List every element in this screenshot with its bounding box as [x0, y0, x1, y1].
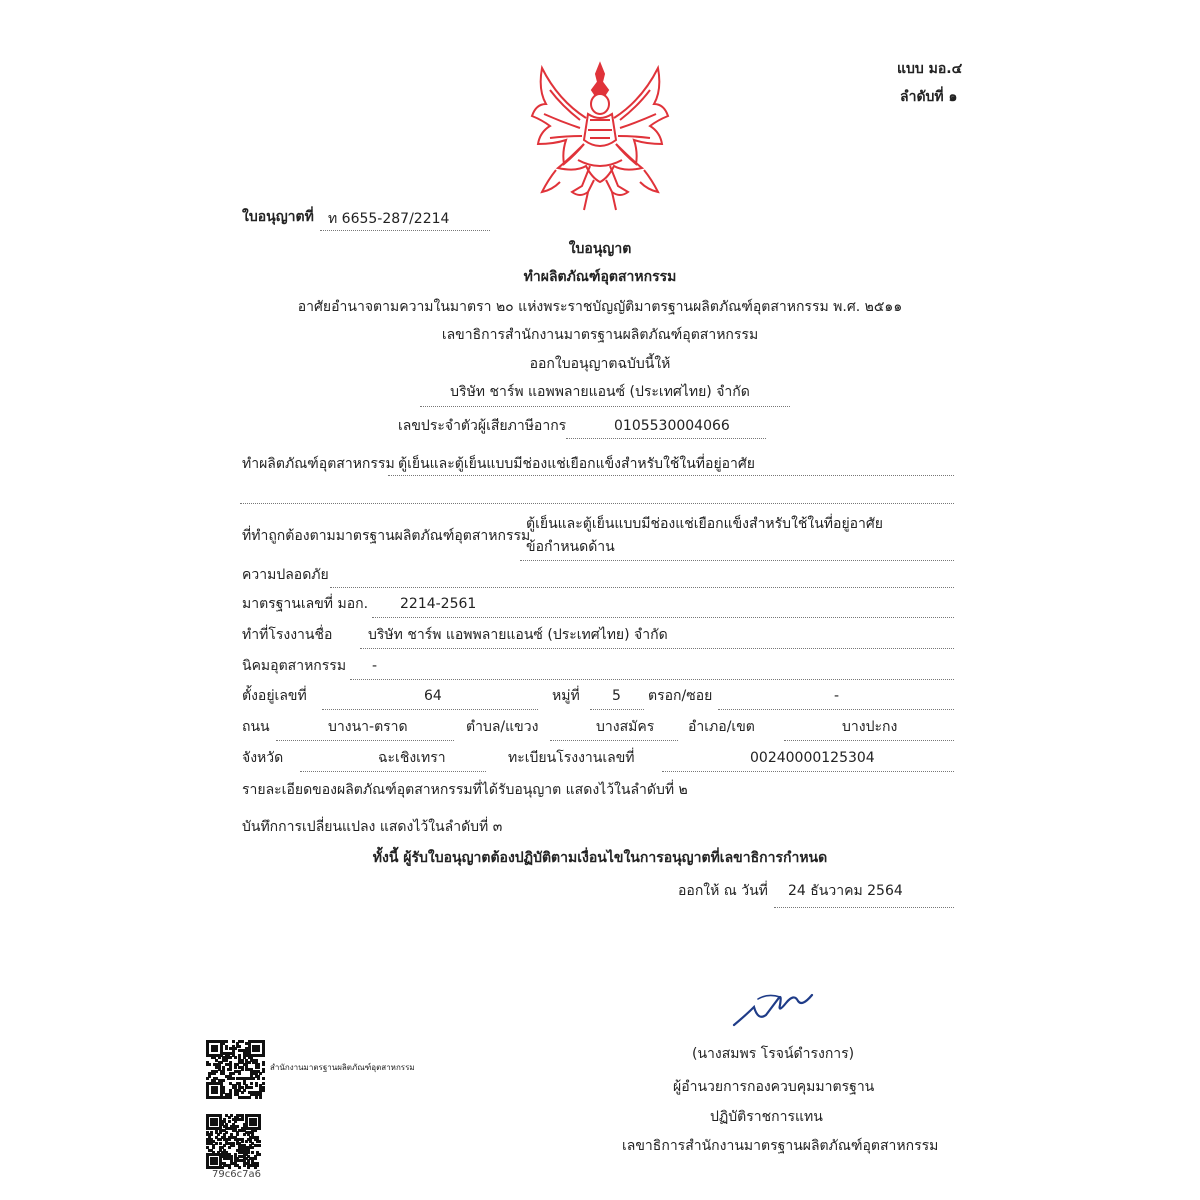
qr-module — [232, 1040, 235, 1043]
qr-module — [241, 1118, 244, 1121]
qr-module — [255, 1084, 258, 1087]
address-subdistrict-line — [550, 740, 678, 741]
qr-module — [225, 1059, 228, 1062]
address-no-label: ตั้งอยู่เลขที่ — [242, 688, 307, 704]
qr-module — [215, 1123, 218, 1126]
company-line — [420, 406, 790, 407]
qr-module — [229, 1068, 232, 1071]
qr-module — [258, 1144, 261, 1147]
qr-module — [250, 1086, 253, 1089]
address-road-value: บางนา-ตราด — [328, 719, 408, 735]
address-road-label: ถนน — [242, 719, 270, 735]
address-district-value: บางปะกง — [842, 719, 898, 735]
address-subdistrict-label: ตำบล/แขวง — [466, 719, 539, 735]
address-district-label: อำเภอ/เขต — [688, 719, 755, 735]
qr-module — [258, 1127, 261, 1130]
taxpayer-line — [566, 438, 766, 439]
product-line-1 — [388, 475, 954, 476]
address-province-line — [300, 771, 486, 772]
qr-module — [229, 1056, 232, 1059]
condition-note: ทั้งนี้ ผู้รับใบอนุญาตต้องปฏิบัติตามเงื่อนไขในการอนุญาตที่เลขาธิการกำหนด — [372, 850, 828, 866]
qr-module — [262, 1063, 265, 1066]
signatory-position-3: เลขาธิการสำนักงานมาตรฐานผลิตภัณฑ์อุตสาหกรรม — [622, 1138, 939, 1154]
standard-number-label: มาตรฐานเลขที่ มอก. — [242, 596, 369, 612]
issued-date-value: 24 ธันวาคม 2564 — [788, 883, 903, 899]
document-title: ใบอนุญาต — [568, 241, 632, 257]
standard-name-line-2: ข้อกำหนดด้าน — [526, 539, 615, 555]
factory-label: ทำที่โรงงานชื่อ — [242, 627, 333, 643]
detail-note: รายละเอียดของผลิตภัณฑ์อุตสาหกรรมที่ได้รับอนุญาต แสดงไว้ในลำดับที่ ๒ — [242, 782, 688, 798]
qr-module — [241, 1040, 244, 1043]
qr-module — [219, 1138, 222, 1141]
verification-qr-code-icon — [206, 1114, 260, 1168]
qr-module — [243, 1133, 246, 1136]
company-name: บริษัท ชาร์พ แอพพลายแอนซ์ (ประเทศไทย) จำกัด — [450, 384, 750, 400]
address-soi-value: - — [834, 688, 840, 704]
address-soi-line — [718, 709, 954, 710]
standard-name-line-1: ตู้เย็นและตู้เย็นแบบมีช่องแช่เยือกแข็งสำหรับใช้ในที่อยู่อาศัย — [526, 516, 884, 532]
taxpayer-label: เลขประจำตัวผู้เสียภาษีอากร — [398, 418, 567, 434]
product-label: ทำผลิตภัณฑ์อุตสาหกรรม — [242, 456, 395, 472]
form-number: แบบ มอ.๔ — [897, 61, 963, 77]
estate-label: นิคมอุตสาหกรรม — [242, 658, 347, 674]
garuda-emblem-icon — [528, 60, 672, 212]
qr-module — [257, 1049, 260, 1052]
factory-registration-value: 00240000125304 — [750, 750, 875, 766]
qr-module — [215, 1091, 218, 1094]
qr-module — [243, 1164, 246, 1167]
qr-module — [228, 1116, 231, 1119]
standard-name-line-3: ความปลอดภัย — [242, 567, 329, 583]
license-number-value: ท 6655-287/2214 — [328, 211, 450, 227]
address-no-line — [322, 709, 538, 710]
address-no-value: 64 — [424, 688, 442, 704]
signatory-position-2: ปฏิบัติราชการแทน — [710, 1109, 823, 1125]
qr-code-icon — [206, 1040, 264, 1098]
qr-module — [251, 1151, 254, 1154]
factory-value: บริษัท ชาร์พ แอพพลายแอนซ์ (ประเทศไทย) จำกัด — [368, 627, 668, 643]
qr-module — [232, 1077, 235, 1080]
address-moo-label: หมู่ที่ — [552, 688, 580, 704]
qr-module — [215, 1162, 218, 1165]
qr-module — [206, 1077, 209, 1080]
standard-name-rule-1 — [520, 560, 954, 561]
product-line-2 — [240, 503, 954, 504]
qr-module — [262, 1077, 265, 1080]
address-moo-value: 5 — [612, 688, 621, 704]
qr-module — [228, 1146, 231, 1149]
factory-registration-line — [662, 771, 954, 772]
qr-module — [252, 1077, 255, 1080]
standard-name-label: ที่ทำถูกต้องตามมาตรฐานผลิตภัณฑ์อุตสาหกรรม — [242, 528, 531, 544]
qr-module — [234, 1056, 237, 1059]
taxpayer-value: 0105530004066 — [614, 418, 730, 434]
intro-line-2: เลขาธิการสำนักงานมาตรฐานผลิตภัณฑ์อุตสาหกรรม — [441, 327, 759, 343]
signatory-name: (นางสมพร โรจน์ดำรงการ) — [692, 1046, 855, 1062]
qr-module — [234, 1066, 237, 1069]
standard-number-value: 2214-2561 — [400, 596, 477, 612]
license-number-label: ใบอนุญาตที่ — [242, 209, 314, 225]
product-value: ตู้เย็นและตู้เย็นแบบมีช่องแช่เยือกแข็งสำหรับใช้ในที่อยู่อาศัย — [398, 456, 756, 472]
changes-note: บันทึกการเปลี่ยนแปลง แสดงไว้ในลำดับที่ ๓ — [242, 819, 503, 835]
sheet-number: ลำดับที่ ๑ — [900, 89, 958, 105]
address-district-line — [784, 740, 954, 741]
estate-line — [350, 679, 954, 680]
factory-registration-label: ทะเบียนโรงงานเลขที่ — [508, 750, 635, 766]
qr-module — [255, 1096, 258, 1099]
qr-module — [258, 1153, 261, 1156]
qr-module — [258, 1140, 261, 1143]
qr-module — [257, 1066, 260, 1069]
factory-line — [360, 648, 954, 649]
signature-icon — [728, 985, 818, 1030]
qr-module — [241, 1091, 244, 1094]
intro-line-1: อาศัยอำนาจตามความในมาตรา ๒๐ แห่งพระราชบัญญัติมาตรฐานผลิตภัณฑ์อุตสาหกรรม พ.ศ. ๒๕๑๑ — [297, 299, 903, 315]
qr-module — [225, 1047, 228, 1050]
intro-line-3: ออกใบอนุญาตฉบับนี้ให้ — [529, 356, 671, 372]
standard-name-rule-2 — [330, 587, 954, 588]
qr-module — [238, 1072, 241, 1075]
qr-module — [254, 1123, 257, 1126]
issued-date-label: ออกให้ ณ วันที่ — [678, 883, 768, 899]
standard-number-line — [372, 617, 954, 618]
signatory-position-1: ผู้อำนวยการกองควบคุมมาตรฐาน — [673, 1079, 875, 1095]
issued-date-line — [774, 907, 954, 908]
address-soi-label: ตรอก/ซอย — [648, 688, 713, 704]
qr-module — [238, 1045, 241, 1048]
qr-module — [248, 1096, 251, 1099]
qr-module — [232, 1144, 235, 1147]
license-number-line — [320, 230, 490, 231]
qr-caption: สำนักงานมาตรฐานผลิตภัณฑ์อุตสาหกรรม — [270, 1063, 415, 1072]
qr-module — [245, 1140, 248, 1143]
address-moo-line — [590, 709, 644, 710]
document-subtitle: ทำผลิตภัณฑ์อุตสาหกรรม — [523, 269, 677, 285]
qr-module — [251, 1146, 254, 1149]
estate-value: - — [372, 658, 378, 674]
address-province-label: จังหวัด — [242, 750, 284, 766]
qr-module — [259, 1096, 262, 1099]
qr-module — [262, 1054, 265, 1057]
address-road-line — [276, 740, 454, 741]
qr-module — [213, 1072, 216, 1075]
qr-module — [219, 1142, 222, 1145]
qr-module — [229, 1096, 232, 1099]
document-code: 79c6c7a6 — [212, 1169, 261, 1180]
address-province-value: ฉะเชิงเทรา — [378, 750, 446, 766]
qr-module — [257, 1077, 260, 1080]
qr-module — [215, 1049, 218, 1052]
qr-module — [250, 1082, 253, 1085]
address-subdistrict-value: บางสมัคร — [596, 719, 655, 735]
qr-module — [208, 1063, 211, 1066]
